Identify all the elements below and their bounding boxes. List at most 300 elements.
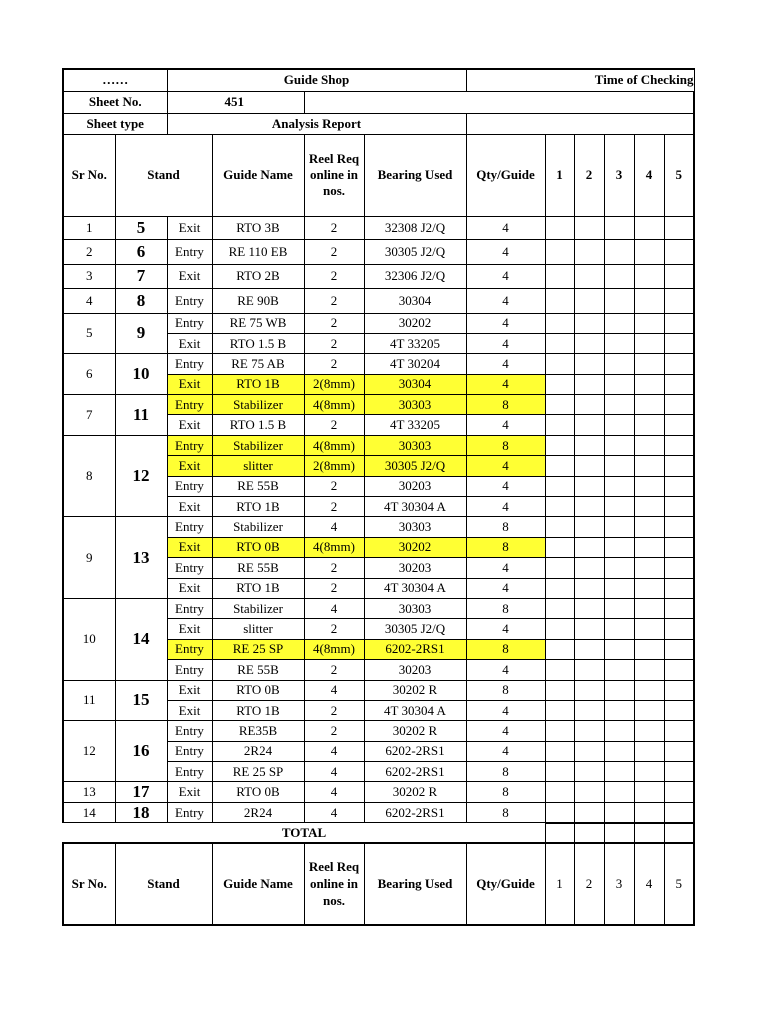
col-qty-guide: Qty/Guide: [466, 134, 545, 216]
reel-req-cell: 4(8mm): [304, 537, 364, 557]
check-cell-5: [664, 354, 694, 374]
sr-no-cell: 1: [63, 216, 115, 239]
check-cell-5: [664, 456, 694, 476]
stand-number: 11: [115, 395, 167, 436]
bearing-used-cell: 30303: [364, 435, 466, 455]
entry-exit-cell: Entry: [167, 639, 212, 659]
check-cell-1: [545, 537, 574, 557]
check-cell-2: [574, 333, 604, 353]
check-cell-5: [664, 578, 694, 598]
qty-guide-cell: 4: [466, 721, 545, 741]
col-sr-no: Sr No.: [63, 134, 115, 216]
guide-name-cell: RTO 1B: [212, 497, 304, 517]
total-check-cell-5: [664, 823, 694, 843]
bearing-used-cell: 30202 R: [364, 721, 466, 741]
entry-exit-cell: Entry: [167, 802, 212, 822]
sheet-type-blank: [466, 113, 694, 134]
entry-exit-cell: Exit: [167, 333, 212, 353]
entry-exit-cell: Entry: [167, 239, 212, 264]
check-cell-5: [664, 680, 694, 700]
stand-number: 17: [115, 782, 167, 802]
col-sr-no-footer: Sr No.: [63, 843, 115, 925]
bearing-used-cell: 30303: [364, 598, 466, 618]
entry-exit-cell: Entry: [167, 313, 212, 333]
bearing-used-cell: 30202 R: [364, 782, 466, 802]
check-cell-5: [664, 700, 694, 720]
entry-exit-cell: Exit: [167, 537, 212, 557]
check-cell-5: [664, 415, 694, 435]
entry-exit-cell: Exit: [167, 374, 212, 394]
guide-name-cell: 2R24: [212, 741, 304, 761]
reel-req-cell: 4(8mm): [304, 395, 364, 415]
check-cell-5: [664, 598, 694, 618]
check-cell-1: [545, 264, 574, 288]
entry-exit-cell: Exit: [167, 700, 212, 720]
qty-guide-cell: 4: [466, 456, 545, 476]
entry-exit-cell: Entry: [167, 741, 212, 761]
check-cell-4: [634, 802, 664, 822]
check-cell-3: [604, 497, 634, 517]
reel-req-cell: 2: [304, 660, 364, 680]
bearing-used-cell: 4T 33205: [364, 333, 466, 353]
stand-number: 13: [115, 517, 167, 599]
qty-guide-cell: 4: [466, 619, 545, 639]
check-cell-4: [634, 598, 664, 618]
total-check-cell-2: [574, 823, 604, 843]
sr-no-cell: 11: [63, 680, 115, 721]
entry-exit-cell: Exit: [167, 782, 212, 802]
stand-number: 14: [115, 598, 167, 680]
check-cell-1: [545, 216, 574, 239]
col-reel-req-footer: Reel Req online in nos.: [304, 843, 364, 925]
check-cell-4: [634, 721, 664, 741]
entry-exit-cell: Entry: [167, 354, 212, 374]
check-cell-1: [545, 333, 574, 353]
guide-name-cell: RE 55B: [212, 660, 304, 680]
reel-req-cell: 4: [304, 517, 364, 537]
check-cell-2: [574, 239, 604, 264]
entry-exit-cell: Entry: [167, 558, 212, 578]
check-cell-4: [634, 476, 664, 496]
check-cell-4: [634, 354, 664, 374]
bearing-used-cell: 30202: [364, 313, 466, 333]
check-cell-1: [545, 456, 574, 476]
check-cell-4: [634, 415, 664, 435]
check-cell-2: [574, 598, 604, 618]
check-cell-2: [574, 395, 604, 415]
entry-exit-cell: Exit: [167, 578, 212, 598]
table-row: [63, 802, 694, 822]
check-cell-2: [574, 264, 604, 288]
guide-name-cell: Stabilizer: [212, 395, 304, 415]
entry-exit-cell: Entry: [167, 395, 212, 415]
header-row-3: [63, 113, 694, 134]
col-check-1: 1: [545, 134, 574, 216]
guide-name-cell: 2R24: [212, 802, 304, 822]
entry-exit-cell: Entry: [167, 288, 212, 313]
table-row: [63, 313, 694, 333]
check-cell-3: [604, 239, 634, 264]
check-cell-4: [634, 374, 664, 394]
col-check-5-footer: 5: [664, 843, 694, 925]
entry-exit-cell: Exit: [167, 264, 212, 288]
check-cell-3: [604, 476, 634, 496]
guide-name-cell: Stabilizer: [212, 435, 304, 455]
check-cell-3: [604, 782, 634, 802]
check-cell-3: [604, 435, 634, 455]
reel-req-cell: 4: [304, 741, 364, 761]
check-cell-4: [634, 288, 664, 313]
sr-no-cell: 3: [63, 264, 115, 288]
check-cell-1: [545, 517, 574, 537]
check-cell-2: [574, 476, 604, 496]
bearing-used-cell: 30305 J2/Q: [364, 239, 466, 264]
reel-req-cell: 2: [304, 354, 364, 374]
col-reel-req: Reel Req online in nos.: [304, 134, 364, 216]
sr-no-cell: 14: [63, 802, 115, 822]
check-cell-2: [574, 354, 604, 374]
check-cell-5: [664, 239, 694, 264]
qty-guide-cell: 4: [466, 558, 545, 578]
total-label: TOTAL: [63, 823, 545, 843]
guide-name-cell: RTO 0B: [212, 537, 304, 557]
entry-exit-cell: Exit: [167, 497, 212, 517]
entry-exit-cell: Exit: [167, 680, 212, 700]
bearing-used-cell: 30303: [364, 395, 466, 415]
check-cell-3: [604, 680, 634, 700]
check-cell-1: [545, 374, 574, 394]
check-cell-1: [545, 354, 574, 374]
bearing-used-cell: 30304: [364, 288, 466, 313]
check-cell-4: [634, 700, 664, 720]
check-cell-2: [574, 741, 604, 761]
bearing-used-cell: 30305 J2/Q: [364, 456, 466, 476]
reel-req-cell: 4: [304, 802, 364, 822]
check-cell-3: [604, 619, 634, 639]
check-cell-5: [664, 374, 694, 394]
table-row: [63, 239, 694, 264]
check-cell-2: [574, 639, 604, 659]
reel-req-cell: 4: [304, 782, 364, 802]
time-of-checking-label: Time of Checking: [466, 69, 694, 91]
check-cell-1: [545, 802, 574, 822]
table-row: [63, 598, 694, 618]
table-row: [63, 680, 694, 700]
table-row: [63, 216, 694, 239]
check-cell-4: [634, 435, 664, 455]
check-cell-4: [634, 782, 664, 802]
bearing-used-cell: 4T 30304 A: [364, 497, 466, 517]
entry-exit-cell: Entry: [167, 435, 212, 455]
check-cell-5: [664, 558, 694, 578]
qty-guide-cell: 4: [466, 216, 545, 239]
check-cell-5: [664, 395, 694, 415]
check-cell-4: [634, 762, 664, 782]
qty-guide-cell: 8: [466, 782, 545, 802]
col-check-4: 4: [634, 134, 664, 216]
check-cell-4: [634, 558, 664, 578]
check-cell-4: [634, 216, 664, 239]
check-cell-5: [664, 313, 694, 333]
reel-req-cell: 2(8mm): [304, 456, 364, 476]
guide-name-cell: Stabilizer: [212, 598, 304, 618]
check-cell-3: [604, 721, 634, 741]
reel-req-cell: 2: [304, 333, 364, 353]
guide-name-cell: RE 55B: [212, 558, 304, 578]
check-cell-2: [574, 497, 604, 517]
check-cell-3: [604, 660, 634, 680]
qty-guide-cell: 8: [466, 395, 545, 415]
column-header-row: [63, 134, 694, 216]
table-row: [63, 435, 694, 455]
entry-exit-cell: Entry: [167, 476, 212, 496]
check-cell-5: [664, 288, 694, 313]
check-cell-1: [545, 476, 574, 496]
sr-no-cell: 12: [63, 721, 115, 782]
check-cell-1: [545, 721, 574, 741]
guide-name-cell: RTO 0B: [212, 782, 304, 802]
check-cell-3: [604, 374, 634, 394]
check-cell-2: [574, 782, 604, 802]
check-cell-1: [545, 619, 574, 639]
analysis-table: [62, 68, 695, 926]
check-cell-1: [545, 598, 574, 618]
check-cell-3: [604, 395, 634, 415]
check-cell-2: [574, 660, 604, 680]
check-cell-1: [545, 782, 574, 802]
check-cell-3: [604, 264, 634, 288]
check-cell-2: [574, 313, 604, 333]
qty-guide-cell: 4: [466, 264, 545, 288]
check-cell-4: [634, 537, 664, 557]
bearing-used-cell: 6202-2RS1: [364, 741, 466, 761]
sr-no-cell: 13: [63, 782, 115, 802]
entry-exit-cell: Exit: [167, 619, 212, 639]
check-cell-5: [664, 333, 694, 353]
check-cell-4: [634, 680, 664, 700]
check-cell-3: [604, 333, 634, 353]
entry-exit-cell: Entry: [167, 721, 212, 741]
check-cell-2: [574, 762, 604, 782]
sr-no-cell: 7: [63, 395, 115, 436]
qty-guide-cell: 8: [466, 537, 545, 557]
bearing-used-cell: 30305 J2/Q: [364, 619, 466, 639]
reel-req-cell: 4(8mm): [304, 435, 364, 455]
check-cell-3: [604, 741, 634, 761]
check-cell-2: [574, 537, 604, 557]
check-cell-3: [604, 700, 634, 720]
check-cell-4: [634, 660, 664, 680]
check-cell-2: [574, 680, 604, 700]
table-row: [63, 517, 694, 537]
col-guide-name-footer: Guide Name: [212, 843, 304, 925]
check-cell-4: [634, 239, 664, 264]
col-check-3-footer: 3: [604, 843, 634, 925]
check-cell-5: [664, 660, 694, 680]
bearing-used-cell: 30202 R: [364, 680, 466, 700]
check-cell-3: [604, 313, 634, 333]
guide-name-cell: RTO 0B: [212, 680, 304, 700]
check-cell-3: [604, 598, 634, 618]
check-cell-5: [664, 782, 694, 802]
col-check-2: 2: [574, 134, 604, 216]
table-row: [63, 264, 694, 288]
check-cell-5: [664, 721, 694, 741]
reel-req-cell: 2: [304, 497, 364, 517]
check-cell-3: [604, 517, 634, 537]
reel-req-cell: 2: [304, 578, 364, 598]
sr-no-cell: 10: [63, 598, 115, 680]
reel-req-cell: 2: [304, 239, 364, 264]
check-cell-5: [664, 216, 694, 239]
check-cell-1: [545, 741, 574, 761]
qty-guide-cell: 4: [466, 415, 545, 435]
entry-exit-cell: Exit: [167, 456, 212, 476]
reel-req-cell: 2: [304, 264, 364, 288]
qty-guide-cell: 4: [466, 497, 545, 517]
qty-guide-cell: 4: [466, 313, 545, 333]
guide-shop-analysis-sheet: [62, 68, 695, 926]
col-bearing-used-footer: Bearing Used: [364, 843, 466, 925]
col-guide-name: Guide Name: [212, 134, 304, 216]
reel-req-cell: 2(8mm): [304, 374, 364, 394]
qty-guide-cell: 8: [466, 517, 545, 537]
guide-name-cell: RTO 1.5 B: [212, 333, 304, 353]
guide-name-cell: RE35B: [212, 721, 304, 741]
reel-req-cell: 2: [304, 700, 364, 720]
check-cell-5: [664, 537, 694, 557]
entry-exit-cell: Entry: [167, 598, 212, 618]
check-cell-5: [664, 639, 694, 659]
qty-guide-cell: 8: [466, 762, 545, 782]
guide-name-cell: RTO 1B: [212, 374, 304, 394]
check-cell-2: [574, 517, 604, 537]
bearing-used-cell: 30202: [364, 537, 466, 557]
reel-req-cell: 4: [304, 762, 364, 782]
check-cell-3: [604, 762, 634, 782]
qty-guide-cell: 8: [466, 680, 545, 700]
bearing-used-cell: 32306 J2/Q: [364, 264, 466, 288]
check-cell-4: [634, 517, 664, 537]
entry-exit-cell: Exit: [167, 216, 212, 239]
qty-guide-cell: 4: [466, 578, 545, 598]
check-cell-1: [545, 239, 574, 264]
sr-no-cell: 6: [63, 354, 115, 395]
check-cell-1: [545, 578, 574, 598]
total-check-cell-1: [545, 823, 574, 843]
check-cell-1: [545, 288, 574, 313]
reel-req-cell: 4(8mm): [304, 639, 364, 659]
guide-name-cell: RE 75 AB: [212, 354, 304, 374]
entry-exit-cell: Entry: [167, 660, 212, 680]
check-cell-3: [604, 802, 634, 822]
sr-no-cell: 5: [63, 313, 115, 354]
col-stand: Stand: [115, 134, 212, 216]
sheet-no-value: 451: [167, 91, 304, 113]
header-row-1: [63, 69, 694, 91]
stand-number: 12: [115, 435, 167, 517]
check-cell-2: [574, 288, 604, 313]
bearing-used-cell: 30304: [364, 374, 466, 394]
check-cell-3: [604, 578, 634, 598]
check-cell-4: [634, 578, 664, 598]
check-cell-3: [604, 639, 634, 659]
bearing-used-cell: 4T 33205: [364, 415, 466, 435]
check-cell-1: [545, 497, 574, 517]
check-cell-4: [634, 639, 664, 659]
reel-req-cell: 4: [304, 680, 364, 700]
reel-req-cell: 2: [304, 216, 364, 239]
check-cell-3: [604, 415, 634, 435]
check-cell-2: [574, 456, 604, 476]
guide-name-cell: Stabilizer: [212, 517, 304, 537]
check-cell-1: [545, 395, 574, 415]
sheet-no-label: Sheet No.: [63, 91, 167, 113]
stand-number: 15: [115, 680, 167, 721]
guide-name-cell: slitter: [212, 456, 304, 476]
bearing-used-cell: 30203: [364, 660, 466, 680]
guide-name-cell: RE 55B: [212, 476, 304, 496]
stand-number: 16: [115, 721, 167, 782]
sheet-type-value: Analysis Report: [167, 113, 466, 134]
check-cell-5: [664, 762, 694, 782]
col-check-2-footer: 2: [574, 843, 604, 925]
guide-name-cell: RE 75 WB: [212, 313, 304, 333]
check-cell-4: [634, 333, 664, 353]
check-cell-2: [574, 415, 604, 435]
check-cell-5: [664, 517, 694, 537]
bearing-used-cell: 6202-2RS1: [364, 802, 466, 822]
bearing-used-cell: 30203: [364, 476, 466, 496]
check-cell-1: [545, 660, 574, 680]
qty-guide-cell: 4: [466, 333, 545, 353]
qty-guide-cell: 4: [466, 660, 545, 680]
col-check-4-footer: 4: [634, 843, 664, 925]
check-cell-1: [545, 639, 574, 659]
table-row: [63, 395, 694, 415]
sr-no-cell: 9: [63, 517, 115, 599]
check-cell-5: [664, 741, 694, 761]
guide-name-cell: RE 25 SP: [212, 639, 304, 659]
qty-guide-cell: 8: [466, 598, 545, 618]
check-cell-3: [604, 537, 634, 557]
qty-guide-cell: 8: [466, 802, 545, 822]
guide-name-cell: RTO 1.5 B: [212, 415, 304, 435]
bearing-used-cell: 30303: [364, 517, 466, 537]
check-cell-5: [664, 476, 694, 496]
check-cell-3: [604, 354, 634, 374]
reel-req-cell: 2: [304, 415, 364, 435]
check-cell-1: [545, 415, 574, 435]
entry-exit-cell: Entry: [167, 517, 212, 537]
qty-guide-cell: 4: [466, 288, 545, 313]
check-cell-2: [574, 700, 604, 720]
reel-req-cell: 2: [304, 476, 364, 496]
bearing-used-cell: 32308 J2/Q: [364, 216, 466, 239]
stand-number: 5: [115, 216, 167, 239]
check-cell-4: [634, 619, 664, 639]
sheet-no-blank: [304, 91, 694, 113]
reel-req-cell: 4: [304, 598, 364, 618]
sr-no-cell: 8: [63, 435, 115, 517]
check-cell-2: [574, 802, 604, 822]
shop-name: Guide Shop: [167, 69, 466, 91]
check-cell-1: [545, 762, 574, 782]
qty-guide-cell: 4: [466, 239, 545, 264]
check-cell-2: [574, 619, 604, 639]
qty-guide-cell: 4: [466, 354, 545, 374]
check-cell-3: [604, 456, 634, 476]
